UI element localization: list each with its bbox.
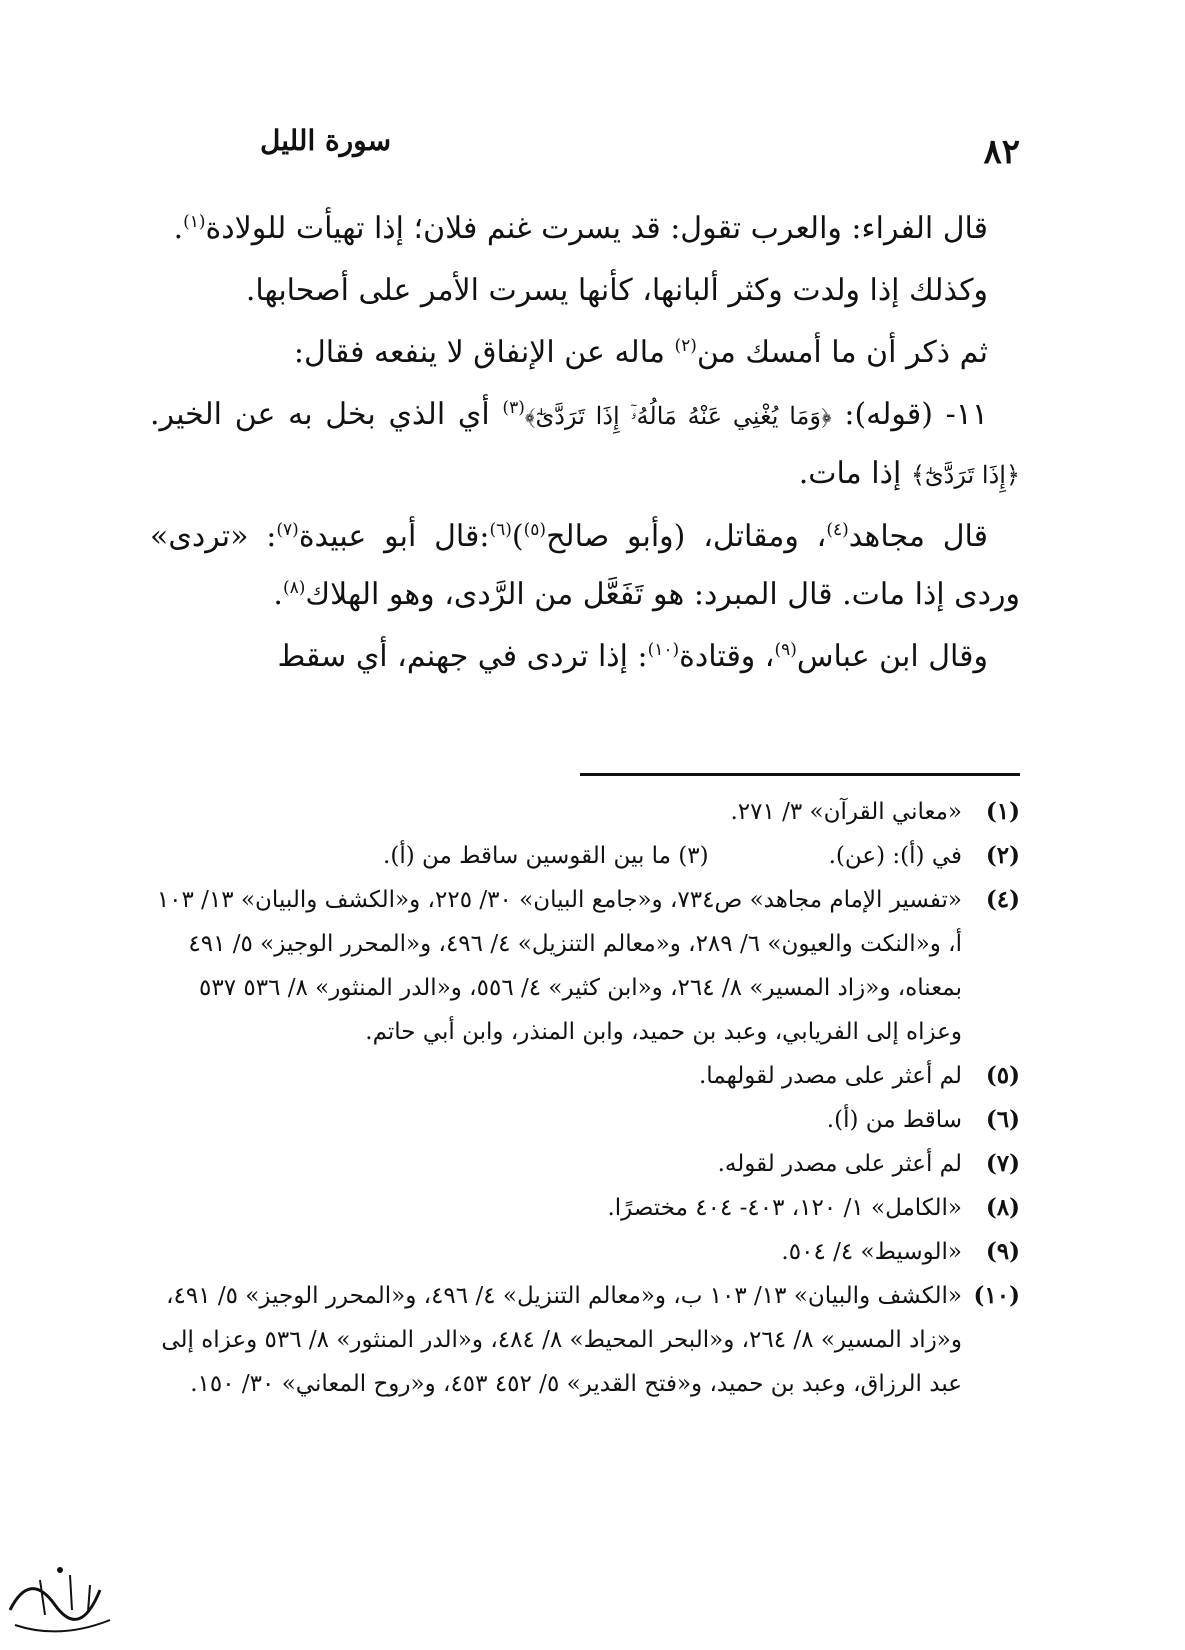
- footnote: (٩) «الوسيط» ٤/ ٥٠٤.: [781, 1238, 1020, 1265]
- main-text: [150, 200, 1020, 690]
- paragraph: وكذلك إذا ولدت وكثر ألبانها، كأنها يسرت الأمر على أصحابها.: [245, 273, 988, 308]
- paragraph: قال الفراء: والعرب تقول: قد يسرت غنم فلان؛ إذا تهيأت للولادة$^{(١)}$.: [173, 211, 988, 246]
- footnote: (١) «معاني القرآن» ٣/ ٢٧١.: [730, 798, 1020, 825]
- paragraph: وقال ابن عباس$^{(٩)}$، وقتادة$^{(١٠)}$: إذا تردى في جهنم، أي سقط: [277, 639, 988, 674]
- footnote-ref: (٧): [276, 520, 299, 540]
- quran-verse: ﴿إِذَا تَرَدَّىٰٓ﴾: [910, 461, 1020, 489]
- footnote-ref: (٩): [774, 640, 797, 660]
- publisher-logo: [0, 1550, 120, 1645]
- footnote: (٦) ساقط من (أ).: [826, 1106, 1020, 1133]
- footnote-ref: (٦): [489, 520, 512, 540]
- footnote: (٨) «الكامل» ١/ ١٢٠، ٤٠٣- ٤٠٤ مختصرًا.: [607, 1194, 1020, 1221]
- footnote: (١٠) «الكشف والبيان» ١٣/ ١٠٣ ب، و«معالم التنزيل» ٤/ ٤٩٦، و«المحرر الوجيز» ٥/ ٤٩١، و«زاد المسير» ٨/ ٢٦٤، و«البحر المحيط» ٨/ ٤٨٤، و«الدر المنثور» ٨/ ٥٣٦ وعزاه إلى عبد الرزاق، وعبد بن حميد، و«فتح القدير» ٥/ ٤٥٢ ٤٥٣، و«روح المعاني» ٣٠/ ١٥٠.: [161, 1282, 1020, 1397]
- footnote-ref: (٥): [523, 520, 547, 540]
- running-head: [150, 118, 1020, 178]
- paragraph: ١١- (قوله): ﴿وَمَا يُغْنِي عَنْهُ مَالُهُۥٓ إِذَا تَرَدَّىٰٓ﴾$^{(٣)}$ أي الذي بخل به عن الخير. ﴿إِذَا تَرَدَّىٰٓ﴾ إذا مات.: [150, 397, 1020, 491]
- footnote-separator: [580, 773, 1020, 776]
- footnote-ref: (١٠): [647, 640, 680, 660]
- footnotes: [150, 790, 1020, 1406]
- paragraph: قال مجاهد$^{(٤)}$، ومقاتل، (وأبو صالح$^{(٥)}$)$^{(٦)}$:قال أبو عبيدة$^{(٧)}$: «تردى» وردى إذا مات. قال المبرد: هو تَفَعَّل من الرَّدى، وهو الهلاك$^{(٨)}$.: [150, 519, 1020, 612]
- page-number: ٨٢: [983, 132, 1020, 172]
- footnote-ref: (٣): [502, 398, 525, 418]
- footnote: (٧) لم أعثر على مصدر لقوله.: [717, 1150, 1020, 1177]
- footnote-ref: (١): [183, 212, 206, 232]
- footnote: (٤) «تفسير الإمام مجاهد» ص٧٣٤، و«جامع البيان» ٣٠/ ٢٢٥، و«الكشف والبيان» ١٣/ ١٠٣ أ، و«النكت والعيون» ٦/ ٢٨٩، و«معالم التنزيل» ٤/ ٤٩٦، و«المحرر الوجيز» ٥/ ٤٩١ بمعناه، و«زاد المسير» ٨/ ٢٦٤، و«ابن كثير» ٤/ ٥٥٦، و«الدر المنثور» ٨/ ٥٣٦ ٥٣٧ وعزاه إلى الفريابي، وعبد بن حميد، وابن المنذر، وابن أبي حاتم.: [156, 886, 1020, 1045]
- footnote: (٢) في (أ): (عن).(٣) ما بين القوسين ساقط من (أ).: [383, 842, 1020, 869]
- footnote: (٥) لم أعثر على مصدر لقولهما.: [698, 1062, 1020, 1089]
- surah-title: سورة الليل: [260, 124, 392, 157]
- footnote-ref: (٨): [282, 578, 306, 598]
- paragraph: ثم ذكر أن ما أمسك من$^{(٢)}$ ماله عن الإنفاق لا ينفعه فقال:: [293, 335, 988, 370]
- quran-verse: ﴿وَمَا يُغْنِي عَنْهُ مَالُهُۥٓ إِذَا تَرَدَّىٰٓ﴾: [524, 402, 832, 430]
- footnote-ref: (٤): [826, 520, 849, 540]
- footnote-ref: (٢): [674, 336, 697, 356]
